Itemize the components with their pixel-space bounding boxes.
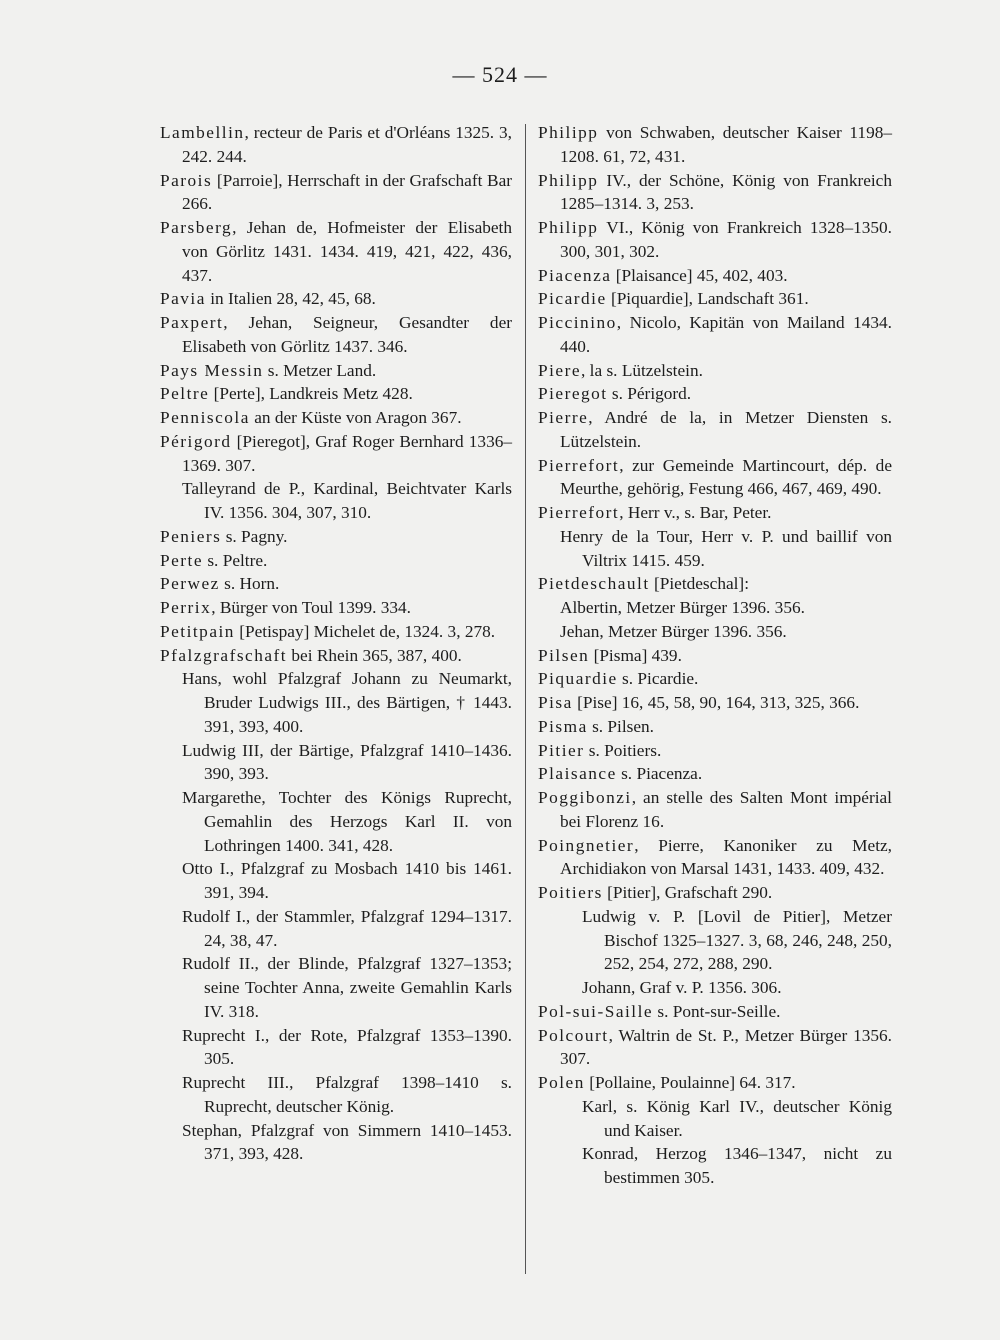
index-entry	[538, 382, 892, 406]
index-entry-text: Johann, Graf v. P. 1356. 306.	[582, 978, 782, 997]
index-entry	[538, 454, 892, 502]
index-entry	[160, 739, 512, 787]
index-headword: Peniers	[160, 526, 222, 546]
index-entry-text: s. Horn.	[219, 574, 280, 594]
index-entry-text: s. Pagny.	[221, 526, 288, 546]
index-entry-text: Ludwig v. P. [Lovil de Pitier], Metzer Bischof 1325–1327. 3, 68, 246, 248, 250, 252, 254, 272, 288, 290.	[582, 906, 892, 974]
index-headword: Parois	[160, 170, 213, 190]
index-entry-text: s. Metzer Land.	[263, 360, 377, 380]
index-headword: Poingnetier	[538, 835, 635, 855]
index-entry-text: [Pise] 16, 45, 58, 90, 164, 313, 325, 366.	[572, 693, 860, 712]
index-headword: Pfalzgrafschaft	[160, 645, 288, 665]
index-entry	[538, 739, 892, 763]
index-entry-text: Talleyrand de P., Kardinal, Beichtvater Karls IV. 1356. 304, 307, 310.	[182, 479, 512, 522]
index-entry-text: an der Küste von Aragon 367.	[249, 408, 462, 427]
index-entry-text: [Pollaine, Poulainne] 64. 317.	[584, 1073, 796, 1092]
index-entry	[538, 311, 892, 359]
index-entry	[538, 572, 892, 596]
index-headword: Plaisance	[538, 764, 617, 784]
index-entry	[538, 596, 892, 620]
index-headword: Poggibonzi	[538, 788, 632, 807]
index-entry-text: Rudolf II., der Blinde, Pfalzgraf 1327–1353; seine Tochter Anna, zweite Gemahlin Karls IV. 318.	[182, 954, 512, 1021]
index-entry	[538, 715, 892, 739]
index-entry	[160, 644, 512, 668]
index-entry-text: Otto I., Pfalzgraf zu Mosbach 1410 bis 1461. 391, 394.	[182, 859, 512, 902]
index-entry	[538, 525, 892, 573]
index-entry-text: [Pieregot], Graf Roger Bernhard 1336–1369. 307.	[182, 431, 512, 475]
index-headword: Périgord	[160, 431, 232, 451]
index-headword: Pilsen	[538, 645, 590, 665]
index-headword: Piccinino	[538, 313, 617, 332]
index-headword: Philipp	[538, 170, 599, 190]
index-entry	[538, 501, 892, 525]
index-entry	[160, 121, 512, 169]
index-entry	[538, 762, 892, 786]
index-headword: Lambellin	[160, 123, 245, 142]
index-entry	[538, 1095, 892, 1143]
index-headword: Perte	[160, 550, 204, 570]
index-headword: Pays Messin	[160, 360, 264, 380]
index-entry	[160, 406, 512, 430]
index-entry	[160, 786, 512, 857]
index-entry-text: , André de la, in Metzer Diensten s. Lützelstein.	[560, 408, 892, 451]
index-entry-text: [Pisma] 439.	[589, 645, 682, 665]
index-entry	[160, 549, 512, 573]
index-entry-text: , Nicolo, Kapitän von Mailand 1434. 440.	[560, 313, 892, 356]
index-entry-text: Ludwig III, der Bärtige, Pfalzgraf 1410–1436. 390, 393.	[182, 740, 512, 784]
index-entry-text: IV., der Schöne, König von Frankreich 1285–1314. 3, 253.	[560, 170, 892, 214]
index-entry	[160, 430, 512, 478]
index-entry-text: [Parroie], Herrschaft in der Grafschaft Bar 266.	[182, 170, 512, 214]
index-entry-text: s. Pont-sur-Seille.	[653, 1001, 781, 1021]
index-headword: Piquardie	[538, 669, 618, 689]
index-entry-text: Ruprecht I., der Rote, Pfalzgraf 1353–1390. 305.	[182, 1025, 512, 1069]
index-entry-text: Rudolf I., der Stammler, Pfalzgraf 1294–1317. 24, 38, 47.	[182, 906, 512, 950]
index-headword: Petitpain	[160, 621, 235, 641]
index-headword: Peltre	[160, 384, 210, 404]
index-entry-text: Karl, s. König Karl IV., deutscher König und Kaiser.	[582, 1096, 892, 1140]
index-headword: Poitiers	[538, 883, 603, 902]
index-entry-text: , la s. Lützelstein.	[581, 360, 703, 380]
index-entry	[538, 1142, 892, 1190]
column-divider	[525, 124, 526, 1274]
index-entry-text: , Jehan de, Hofmeister der Elisabeth von Görlitz 1431. 1434. 419, 421, 422, 436, 437.	[182, 218, 512, 285]
index-entry-text: bei Rhein 365, 387, 400.	[287, 645, 462, 665]
index-entry-text: s. Poitiers.	[584, 740, 662, 760]
index-entry	[538, 287, 892, 311]
index-entry-text: Henry de la Tour, Herr v. P. und baillif von Viltrix 1415. 459.	[560, 526, 892, 570]
index-entry	[538, 264, 892, 288]
index-entry-text: , Pierre, Kanoniker zu Metz, Archidiakon von Marsal 1431, 1433. 409, 432.	[560, 835, 892, 879]
index-column-right	[538, 121, 892, 1190]
index-headword: Pieregot	[538, 384, 608, 404]
index-entry	[538, 216, 892, 264]
index-headword: Philipp	[538, 123, 599, 142]
index-entry	[160, 596, 512, 620]
index-entry	[538, 881, 892, 905]
index-headword: Pierrefort	[538, 455, 620, 475]
index-entry-text: , Herr v., s. Bar, Peter.	[619, 503, 772, 522]
index-headword: Perrix	[160, 598, 212, 617]
index-headword: Pavia	[160, 289, 206, 309]
index-entry	[538, 905, 892, 976]
index-entry	[160, 287, 512, 311]
index-headword: Polcourt	[538, 1025, 609, 1045]
index-entry	[538, 976, 892, 1000]
index-entry-text: Stephan, Pfalzgraf von Simmern 1410–1453. 371, 393, 428.	[182, 1120, 512, 1164]
index-entry	[160, 311, 512, 359]
index-entry	[538, 644, 892, 668]
index-entry-text: VI., König von Frankreich 1328–1350. 300, 301, 302.	[560, 218, 892, 261]
index-entry-text: , recteur de Paris et d'Orléans 1325. 3, 242. 244.	[182, 123, 512, 166]
index-entry-text: , Waltrin de St. P., Metzer Bürger 1356. 307.	[560, 1025, 892, 1069]
index-entry	[160, 1071, 512, 1119]
index-entry-text: [Plaisance] 45, 402, 403.	[611, 265, 788, 285]
index-headword: Picardie	[538, 289, 607, 309]
index-entry	[160, 169, 512, 217]
index-entry	[160, 359, 512, 383]
index-entry	[160, 905, 512, 953]
index-headword: Pisa	[538, 693, 573, 712]
index-headword: Polen	[538, 1073, 585, 1092]
index-entry	[160, 1024, 512, 1072]
index-headword: Pietdeschault	[538, 574, 650, 594]
index-entry	[160, 952, 512, 1023]
index-headword: Paxpert	[160, 313, 224, 332]
index-entry-text: [Pietdeschal]:	[649, 574, 749, 594]
index-entry-text: [Petispay] Michelet de, 1324. 3, 278.	[234, 621, 496, 641]
index-entry-text: Albertin, Metzer Bürger 1396. 356.	[560, 598, 805, 617]
index-entry	[538, 1071, 892, 1095]
index-entry	[538, 169, 892, 217]
index-entry	[538, 834, 892, 882]
index-entry-text: [Pitier], Grafschaft 290.	[602, 883, 773, 902]
index-entry-text: s. Pilsen.	[587, 716, 655, 736]
index-headword: Piacenza	[538, 265, 612, 285]
index-headword: Pierrefort	[538, 503, 620, 522]
index-headword: Penniscola	[160, 408, 250, 427]
index-headword: Pitier	[538, 740, 585, 760]
index-entry-text: Konrad, Herzog 1346–1347, nicht zu bestimmen 305.	[582, 1144, 892, 1187]
index-headword: Pol-sui-Saille	[538, 1001, 654, 1021]
index-entry	[160, 477, 512, 525]
index-entry-text: [Piquardie], Landschaft 361.	[606, 289, 809, 309]
index-headword: Piere	[538, 360, 582, 380]
index-entry-text: , an stelle des Salten Mont impérial bei Florenz 16.	[560, 788, 892, 831]
index-entry-text: , Bürger von Toul 1399. 334.	[211, 598, 411, 617]
index-entry	[160, 857, 512, 905]
index-headword: Pierre	[538, 408, 589, 427]
index-entry	[538, 620, 892, 644]
index-entry	[538, 691, 892, 715]
index-entry	[160, 525, 512, 549]
index-entry-text: Ruprecht III., Pfalzgraf 1398–1410 s. Ruprecht, deutscher König.	[182, 1073, 512, 1116]
index-entry	[538, 667, 892, 691]
index-entry	[538, 1024, 892, 1072]
index-entry-text: Margarethe, Tochter des Königs Ruprecht, Gemahlin des Herzogs Karl II. von Lothringen 1400. 341, 428.	[182, 788, 512, 855]
index-entry-text: Hans, wohl Pfalzgraf Johann zu Neumarkt, Bruder Ludwigs III., des Bärtigen, † 1443. 391, 393, 400.	[182, 669, 512, 736]
index-headword: Perwez	[160, 574, 220, 594]
index-entry	[160, 667, 512, 738]
index-entry-text: s. Piacenza.	[616, 764, 703, 784]
index-headword: Pisma	[538, 716, 588, 736]
index-entry	[160, 620, 512, 644]
index-entry-text: [Perte], Landkreis Metz 428.	[209, 384, 413, 404]
index-entry-text: s. Périgord.	[607, 384, 692, 404]
index-entry	[160, 382, 512, 406]
index-entry	[538, 406, 892, 454]
index-headword: Parsberg	[160, 218, 233, 237]
index-entry-text: , Jehan, Seigneur, Gesandter der Elisabeth von Görlitz 1437. 346.	[182, 313, 512, 356]
index-entry	[538, 121, 892, 169]
index-entry-text: , zur Gemeinde Martincourt, dép. de Meurthe, gehörig, Festung 466, 467, 469, 490.	[560, 455, 892, 499]
index-entry-text: s. Peltre.	[203, 550, 268, 570]
page-number: — 524 —	[452, 62, 548, 87]
index-entry	[160, 572, 512, 596]
index-entry-text: von Schwaben, deutscher Kaiser 1198–1208. 61, 72, 431.	[560, 123, 892, 166]
index-entry	[538, 359, 892, 383]
index-entry	[160, 1119, 512, 1167]
index-column-left	[160, 121, 512, 1166]
index-entry-text: in Italien 28, 42, 45, 68.	[205, 289, 376, 309]
index-entry-text: Jehan, Metzer Bürger 1396. 356.	[560, 621, 787, 641]
index-entry-text: s. Picardie.	[617, 669, 699, 689]
index-entry	[160, 216, 512, 287]
index-headword: Philipp	[538, 218, 599, 237]
index-entry	[538, 786, 892, 834]
index-entry	[538, 1000, 892, 1024]
